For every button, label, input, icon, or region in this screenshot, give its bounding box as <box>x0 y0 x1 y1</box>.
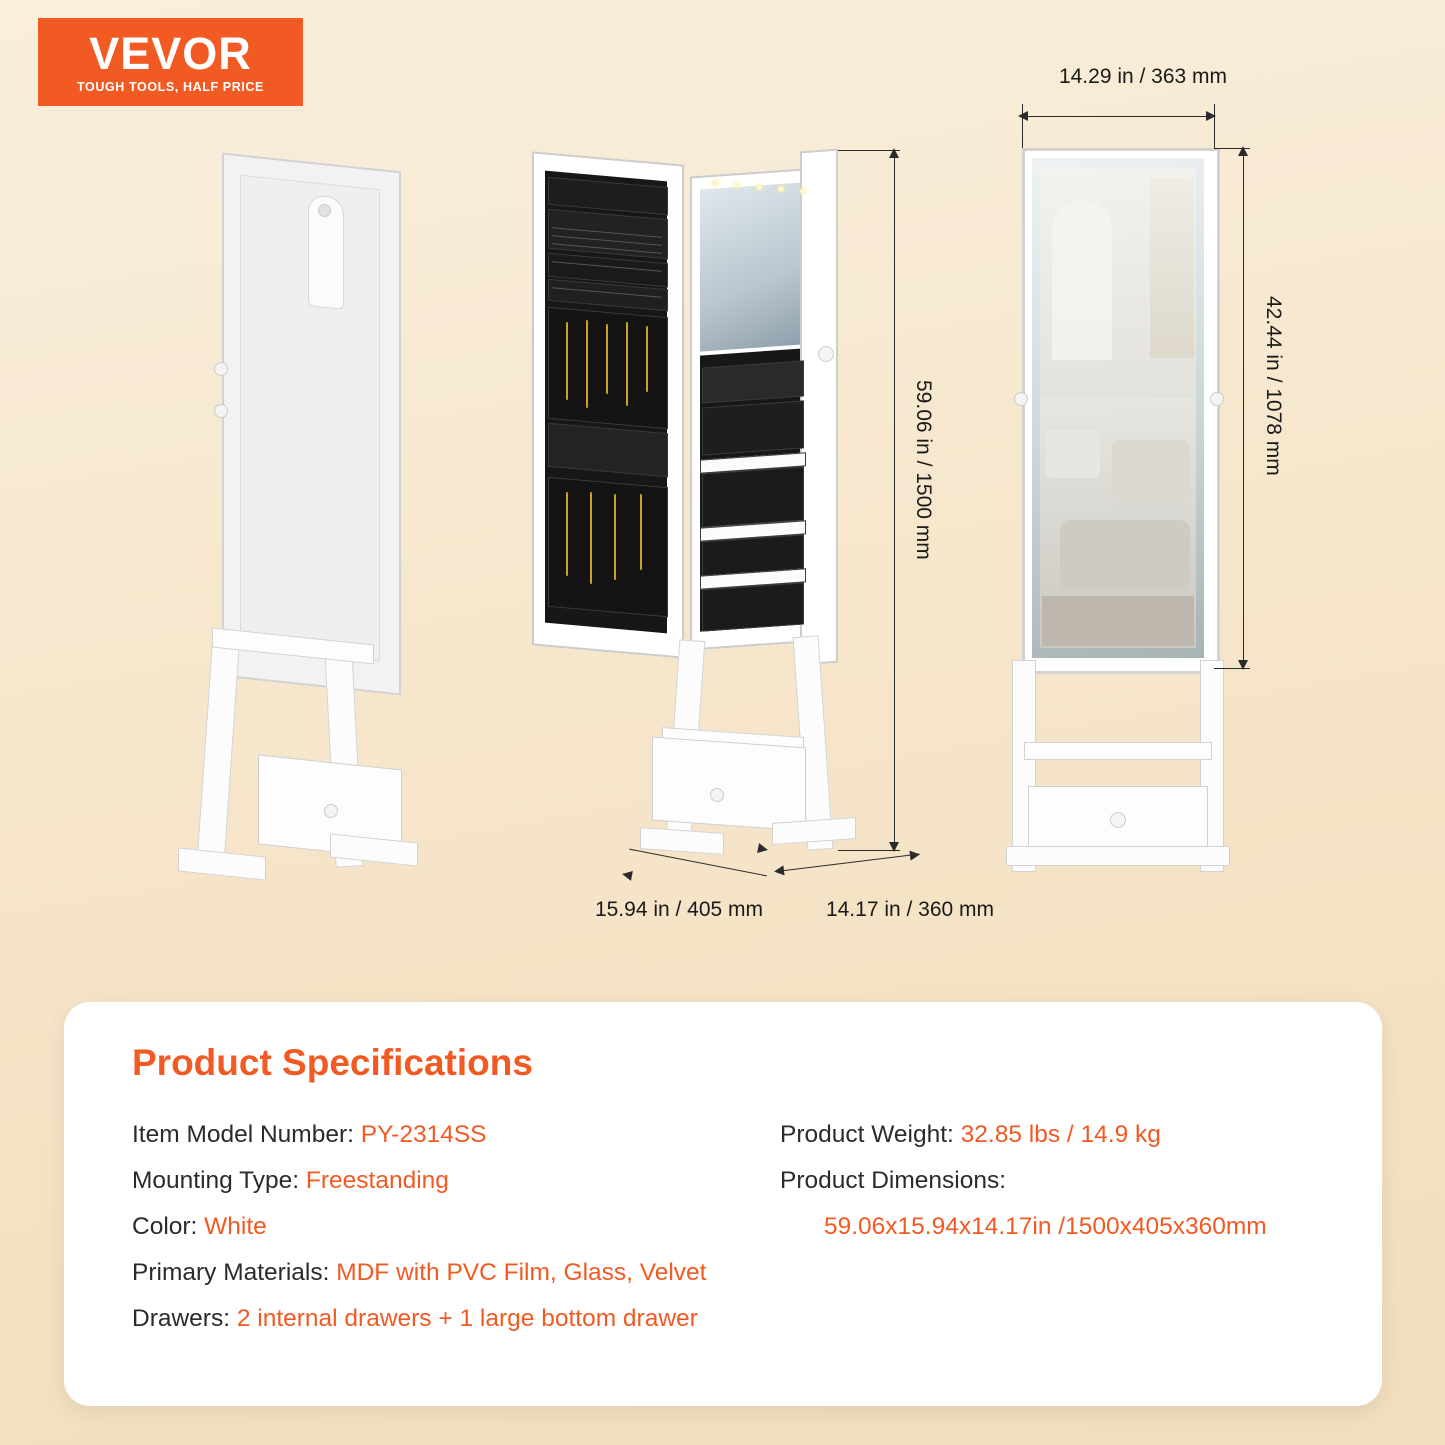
spec-column-left <box>132 1112 792 1342</box>
spec-label: Mounting Type: <box>132 1167 306 1194</box>
dimension-depth-left: 15.94 in / 405 mm <box>594 898 764 921</box>
spec-value: MDF with PVC Film, Glass, Velvet <box>336 1259 707 1286</box>
spec-row <box>132 1112 792 1158</box>
spec-row <box>132 1250 792 1296</box>
dimension-height-total: 59.06 in / 1500 mm <box>912 380 935 560</box>
drawer-knob <box>1110 812 1126 828</box>
spec-label: Primary Materials: <box>132 1259 337 1286</box>
spec-row <box>132 1204 792 1250</box>
door-lock-icon <box>818 346 834 362</box>
spec-label: Item Model Number: <box>132 1121 361 1148</box>
page-title: Product Specifications <box>132 1042 533 1083</box>
spec-row <box>780 1112 1380 1158</box>
spec-label: Color: <box>132 1213 205 1240</box>
spec-value: Freestanding <box>305 1167 449 1194</box>
spec-row <box>780 1204 1380 1250</box>
dimension-depth-right: 14.17 in / 360 mm <box>825 898 995 921</box>
spec-label: Product Weight: <box>780 1121 961 1148</box>
dimension-mirror-height: 42.44 in / 1078 mm <box>1262 296 1285 476</box>
spec-value-dimensions: 59.06x15.94x14.17in /1500x405x360mm <box>824 1213 1267 1240</box>
brand-name: VEVOR <box>89 27 252 79</box>
interior-mirror <box>700 182 804 351</box>
spec-label: Product Dimensions: <box>780 1167 1007 1194</box>
drawer-knob <box>214 404 228 418</box>
spec-column-right <box>780 1112 1380 1250</box>
spec-value: 2 internal drawers + 1 large bottom drawer <box>236 1305 698 1332</box>
drawer-knob <box>214 362 228 376</box>
product-specifications-card <box>64 1002 1382 1406</box>
spec-value: White <box>204 1213 267 1240</box>
spec-row <box>132 1296 792 1342</box>
spec-row <box>780 1158 1380 1204</box>
hinge-icon <box>1210 392 1224 406</box>
spec-value: 32.85 lbs / 14.9 kg <box>960 1121 1161 1148</box>
brand-tagline: TOUGH TOOLS, HALF PRICE <box>77 79 264 94</box>
spec-label: Drawers: <box>132 1305 237 1332</box>
hinge-icon <box>1014 392 1028 406</box>
dimension-width-top: 14.29 in / 363 mm <box>1058 65 1228 88</box>
drawer-knob <box>324 804 338 818</box>
spec-row <box>132 1158 792 1204</box>
spec-value: PY-2314SS <box>360 1121 487 1148</box>
drawer-knob <box>710 788 724 802</box>
